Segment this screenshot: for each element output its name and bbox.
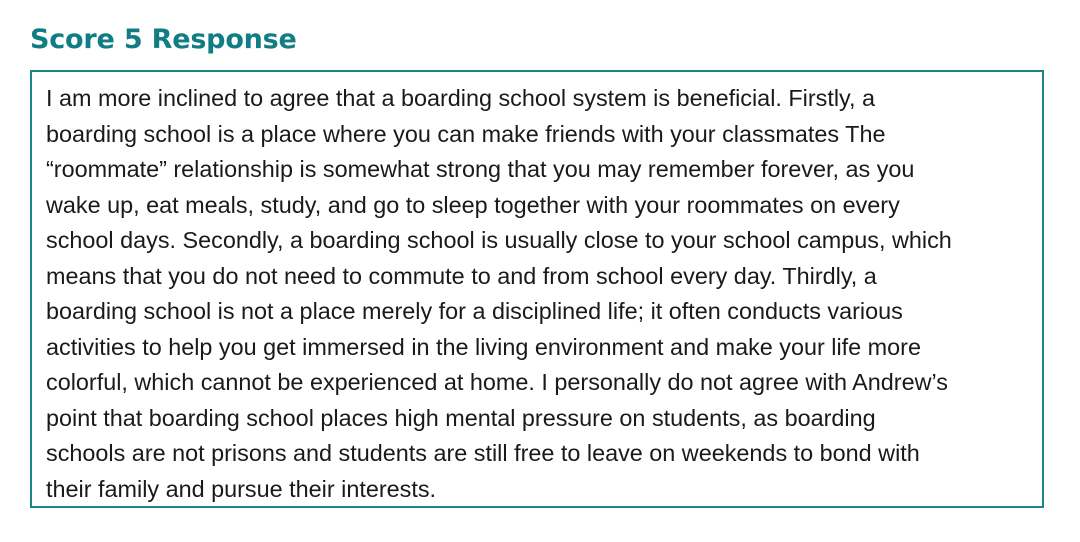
section-heading: Score 5 Response <box>30 24 297 55</box>
response-text <box>46 81 952 507</box>
response-line-11: schools are not prisons and students are still free to leave on weekends to bond with <box>46 440 920 466</box>
response-box <box>30 70 1044 508</box>
response-line-1: I am more inclined to agree that a boarding school system is beneficial. Firstly, a <box>46 85 876 111</box>
response-line-5: school days. Secondly, a boarding school is usually close to your school campus, which <box>46 227 952 253</box>
response-line-8: activities to help you get immersed in the living environment and make your life more <box>46 333 921 360</box>
response-line-4: wake up, eat meals, study, and go to sleep together with your roommates on every <box>46 191 900 218</box>
response-line-12: their family and pursue their interests. <box>46 475 437 502</box>
response-line-3: “roommate” relationship is somewhat strong that you may remember forever, as you <box>46 156 915 182</box>
response-line-6: means that you do not need to commute to and from school every day. Thirdly, a <box>46 262 877 289</box>
response-line-9: colorful, which cannot be experienced at home. I personally do not agree with Andrew’s <box>46 369 948 395</box>
response-line-2: boarding school is a place where you can make friends with your classmates The <box>46 120 886 147</box>
response-line-7: boarding school is not a place merely for a disciplined life; it often conducts various <box>46 298 903 324</box>
response-line-10: point that boarding school places high mental pressure on students, as boarding <box>46 404 876 431</box>
